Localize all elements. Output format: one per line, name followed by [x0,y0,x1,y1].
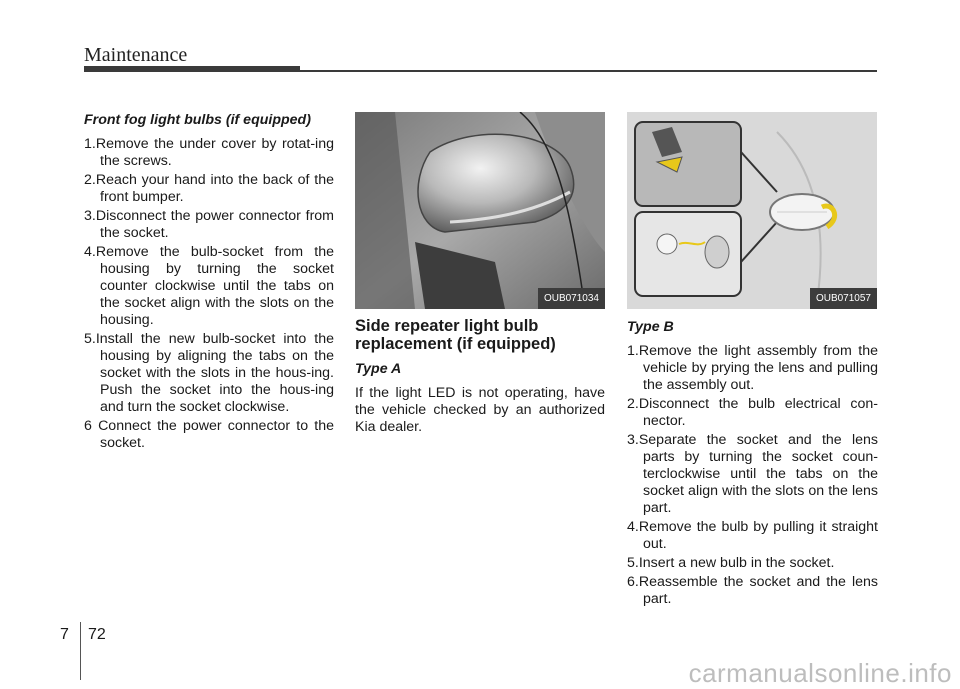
side-repeater-illustration [627,112,877,309]
list-item: 2.Reach your hand into the back of the front bumper. [84,172,334,205]
side-mirror-figure [355,112,605,309]
list-item: 2.Disconnect the bulb electrical con-nector. [627,396,878,429]
list-item: 1.Remove the light assembly from the vehicle by prying the lens and pulling the assembly out. [627,343,878,393]
chapter-number: 7 [60,626,69,643]
list-item: 1.Remove the under cover by rotat-ing the screws. [84,136,334,169]
header-rule [300,70,877,72]
fog-light-steps [84,136,334,452]
list-item: 5.Insert a new bulb in the socket. [627,555,835,571]
watermark: carmanualsonline.info [688,658,952,688]
type-b-steps [627,343,878,608]
type-a-paragraph: If the light LED is not operating, have the vehicle checked by an authorized Kia dealer. [355,385,605,435]
side-repeater-heading: Side repeater light bulb replacement (if equipped) [355,317,556,353]
left-column [84,112,334,454]
fog-light-heading: Front fog light bulbs (if equipped) [84,112,311,128]
middle-column [355,112,605,436]
list-item: 5.Install the new bulb-socket into the housing by aligning the tabs on the socket with the slots in the hous-ing. Push the socket into the hous-ing and turn the socket clockwise. [84,331,334,415]
list-item: 3.Disconnect the power connector from the socket. [84,208,334,241]
figure-code: OUB071057 [810,288,877,309]
side-repeater-figure [627,112,877,309]
figure-code: OUB071034 [538,288,605,309]
list-item: 3.Separate the socket and the lens parts by turning the socket coun-terclockwise until the tabs on the socket align with the slots on the lens part. [627,432,878,516]
list-item: 4.Remove the bulb-socket from the housing by turning the socket counter clockwise until the tabs on the socket align with the slots on the housing. [84,244,334,328]
side-mirror-illustration [355,112,605,309]
type-a-label: Type A [355,361,402,377]
footer-divider [80,622,81,680]
type-b-label: Type B [627,319,674,335]
page-header-title: Maintenance [84,44,188,66]
list-item: 6 Connect the power connector to the socket. [84,418,334,451]
page-number: 72 [88,626,106,643]
header-accent-bar [84,66,300,72]
right-column [627,112,878,610]
list-item: 4.Remove the bulb by pulling it straight out. [627,519,878,552]
list-item: 6.Reassemble the socket and the lens part. [627,574,878,607]
